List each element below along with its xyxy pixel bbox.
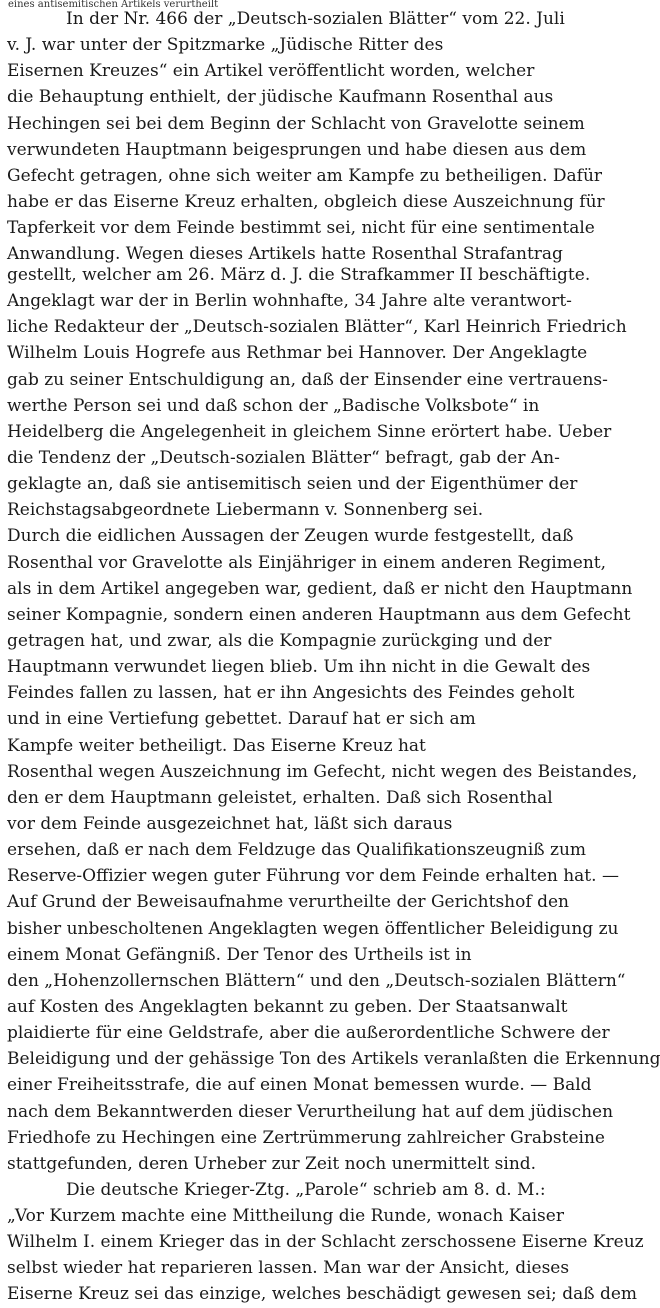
text-line: v. J. war unter der Spitzmarke „Jüdische Ritter des [7, 35, 444, 56]
text-line: verwundeten Hauptmann beigesprungen und habe diesen aus dem [7, 139, 587, 160]
text-line: Rosenthal vor Gravelotte als Einjähriger in einem anderen Regiment, [7, 552, 607, 573]
text-line: liche Redakteur der „Deutsch-sozialen Blätter“, Karl Heinrich Friedrich [7, 317, 627, 338]
text-line: ersehen, daß er nach dem Feldzuge das Qualifikationszeugniß zum [7, 840, 587, 861]
text-line: Hechingen sei bei dem Beginn der Schlacht von Gravelotte seinem [7, 113, 585, 134]
text-line: Die deutsche Krieger-Ztg. „Parole“ schrieb am 8. d. M.: [66, 1179, 546, 1200]
text-line: Feindes fallen zu lassen, hat er ihn Angesichts des Feindes geholt [7, 683, 575, 704]
text-line: Reserve-Offizier wegen guter Führung vor dem Feinde erhalten hat. — [7, 866, 619, 887]
text-line: und in eine Vertiefung gebettet. Darauf hat er sich am [7, 709, 476, 730]
text-line: Tapferkeit vor dem Feinde bestimmt sei, nicht für eine sentimentale [7, 218, 595, 239]
text-line: plaidierte für eine Geldstrafe, aber die außerordentliche Schwere der [7, 1023, 610, 1044]
text-line: die Tendenz der „Deutsch-sozialen Blätter“ befragt, gab der An- [7, 447, 560, 468]
text-line: seiner Kompagnie, sondern einen anderen Hauptmann aus dem Gefecht [7, 604, 631, 625]
text-line: Eisernen Kreuzes“ ein Artikel veröffentlicht worden, welcher [7, 61, 535, 82]
text-line: Wilhelm I. einem Krieger das in der Schlacht zerschossene Eiserne Kreuz [7, 1232, 644, 1253]
text-line: Hauptmann verwundet liegen blieb. Um ihn nicht in die Gewalt des [7, 657, 591, 678]
text-line: habe er das Eiserne Kreuz erhalten, obgleich diese Auszeichnung für [7, 191, 605, 212]
text-line: als in dem Artikel angegeben war, gedient, daß er nicht den Hauptmann [7, 578, 633, 599]
text-line: nach dem Bekanntwerden dieser Verurtheilung hat auf dem jüdischen [7, 1101, 614, 1122]
text-line: Anwandlung. Wegen dieses Artikels hatte Rosenthal Strafantrag [7, 244, 563, 265]
text-line: Kampfe weiter betheiligt. Das Eiserne Kreuz hat [7, 735, 426, 756]
text-line: gab zu seiner Entschuldigung an, daß der Einsender eine vertrauens- [7, 369, 608, 390]
text-line: Beleidigung und der gehässige Ton des Artikels veranlaßten die Erkennung [7, 1049, 660, 1070]
text-line: den „Hohenzollernschen Blättern“ und den „Deutsch-sozialen Blättern“ [7, 970, 626, 991]
text-line: auf Kosten des Angeklagten bekannt zu geben. Der Staatsanwalt [7, 996, 568, 1017]
text-line: Reichstagsabgeordnete Liebermann v. Sonnenberg sei. [7, 500, 484, 521]
text-line: die Behauptung enthielt, der jüdische Kaufmann Rosenthal aus [7, 87, 554, 108]
text-line: gestellt, welcher am 26. März d. J. die Strafkammer II beschäftigte. [7, 265, 591, 285]
text-line: Angeklagt war der in Berlin wohnhafte, 34 Jahre alte verantwort- [7, 291, 572, 312]
text-line: Gefecht getragen, ohne sich weiter am Kampfe zu betheiligen. Dafür [7, 165, 603, 186]
text-line: Eiserne Kreuz sei das einzige, welches beschädigt gewesen sei; daß dem [7, 1284, 638, 1305]
text-line: den er dem Hauptmann geleistet, erhalten. Daß sich Rosenthal [7, 787, 553, 808]
text-line: In der Nr. 466 der „Deutsch-sozialen Blätter“ vom 22. Juli [66, 9, 565, 29]
text-line: geklagte an, daß sie antisemitisch seien und der Eigenthümer der [7, 474, 578, 495]
text-line: getragen hat, und zwar, als die Kompagnie zurückging und der [7, 630, 552, 651]
top-fragment-line: eines antisemitischen Artikels verurtheilt [8, 0, 219, 10]
text-line: Auf Grund der Beweisaufnahme verurtheilte der Gerichtshof den [7, 892, 569, 913]
text-line: einer Freiheitsstrafe, die auf einen Monat bemessen wurde. — Bald [7, 1075, 592, 1096]
text-line: bisher unbescholtenen Angeklagten wegen öffentlicher Beleidigung zu [7, 918, 619, 939]
text-line: vor dem Feinde ausgezeichnet hat, läßt sich daraus [7, 813, 453, 834]
text-column-part-1 [0, 6, 605, 267]
text-line: einem Monat Gefängniß. Der Tenor des Urtheils ist in [7, 944, 472, 965]
text-line: Wilhelm Louis Hogrefe aus Rethmar bei Hannover. Der Angeklagte [7, 343, 588, 364]
text-line: „Vor Kurzem machte eine Mittheilung die Runde, wonach Kaiser [7, 1206, 564, 1227]
text-line: Rosenthal wegen Auszeichnung im Gefecht, nicht wegen des Beistandes, [7, 761, 638, 782]
text-line: selbst wieder hat reparieren lassen. Man war der Ansicht, dieses [7, 1258, 570, 1279]
text-line: Durch die eidlichen Aussagen der Zeugen wurde festgestellt, daß [7, 526, 574, 547]
column-break-gap [0, 245, 594, 259]
text-column-part-2 [0, 262, 660, 1308]
text-line: werthe Person sei und daß schon der „Badische Volksbote“ in [7, 395, 540, 416]
text-line: Heidelberg die Angelegenheit in gleichem Sinne erörtert habe. Ueber [7, 421, 612, 442]
text-line: Friedhofe zu Hechingen eine Zertrümmerung zahlreicher Grabsteine [7, 1127, 605, 1148]
text-line: stattgefunden, deren Urheber zur Zeit noch unermittelt sind. [7, 1153, 537, 1174]
